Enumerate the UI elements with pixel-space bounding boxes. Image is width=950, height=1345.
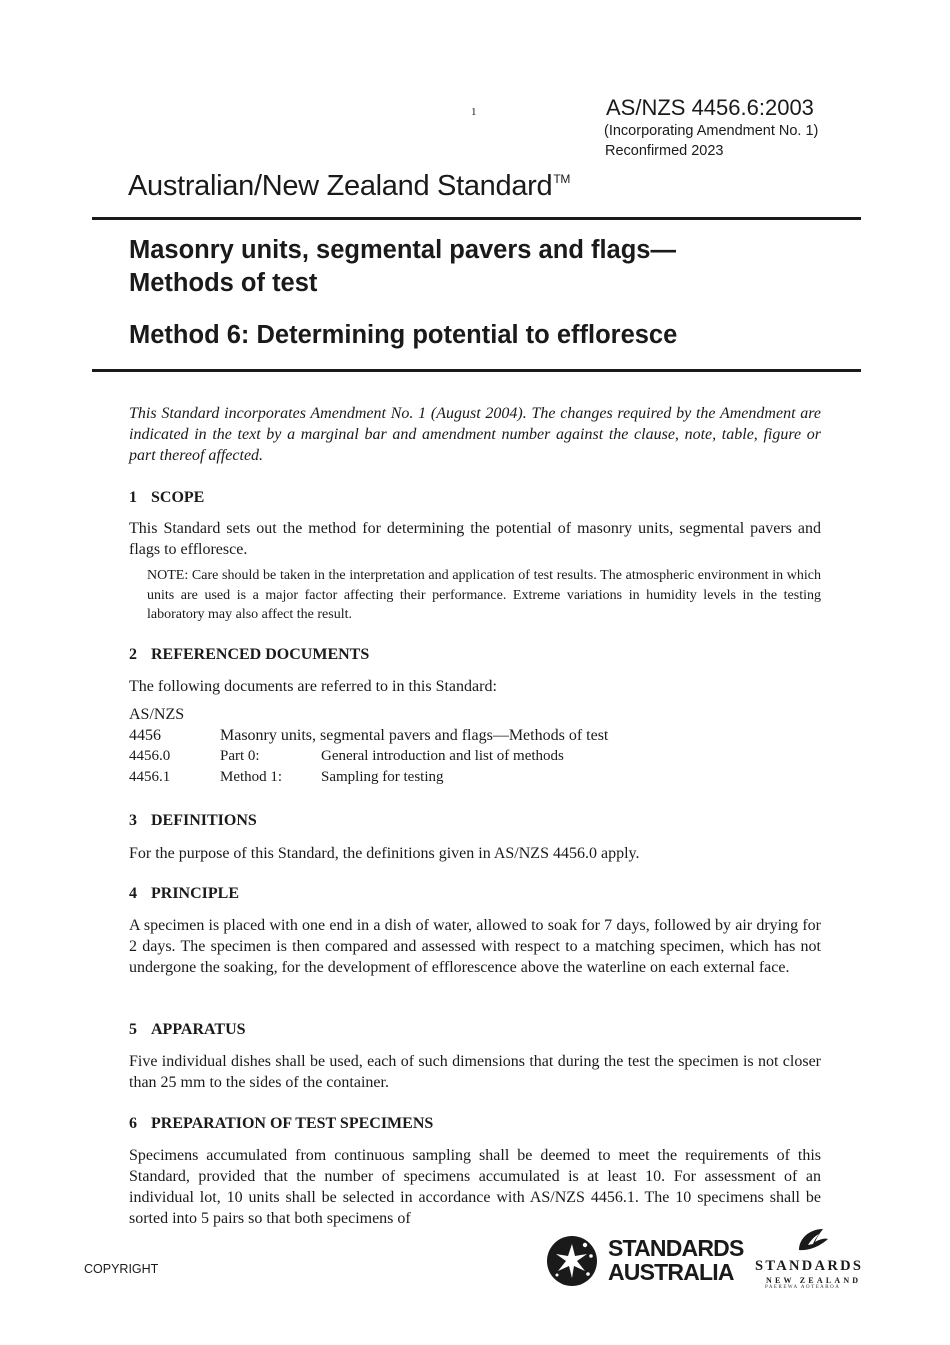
standards-new-zealand-wordmark-2: NEW ZEALAND [766,1276,862,1285]
reference-code: 4456.1 [129,769,171,785]
section-number: 3 [129,812,137,829]
document-title-line1: Masonry units, segmental pavers and flags— [129,236,676,264]
section-heading-preparation [129,1115,433,1133]
amendment-note: This Standard incorporates Amendment No. 1 (August 2004). The changes required by the Amendment are indicated in the text by a marginal bar and amendment number against the clause, note, table, figure or part thereof affected. [129,405,821,464]
standards-new-zealand-wordmark-3: PAEREWA AOTEAROA [765,1285,841,1290]
preparation-text: Specimens accumulated from continuous sampling shall be deemed to meet the requirements of this Standard, provided that the number of specimens accumulated is at least 10. For assessment of an individual lot, 10 units shall be selected in accordance with AS/NZS 4456.1. The 10 specimens shall be sorted into 5 pairs so that both specimens of [129,1147,821,1227]
section-title: DEFINITIONS [151,812,257,829]
section-heading-apparatus [129,1021,246,1039]
reference-part: Method 1: [220,769,283,785]
standards-new-zealand-logo [752,1226,876,1292]
method-title: Method 6: Determining potential to effloresce [129,321,678,349]
section-title: REFERENCED DOCUMENTS [151,646,370,663]
document-title-line2: Methods of test [129,269,318,297]
section-heading-definitions [129,812,257,830]
principle-text: A specimen is placed with one end in a dish of water, allowed to soak for 7 days, followed by air drying for 2 days. The specimen is then compared and assessed with respect to a matching specimen, which has not undergone the soaking, for the development of efflorescence above the waterline on each external face. [129,917,821,976]
reference-title: Sampling for testing [321,769,444,785]
scope-note: NOTE: Care should be taken in the interpretation and application of test results. The atmospheric environment in which units are used is a major factor affecting their performance. Extreme variations in humidity levels in the testing laboratory may also affect the result. [147,568,821,622]
definitions-text: For the purpose of this Standard, the definitions given in AS/NZS 4456.0 apply. [129,845,640,862]
section-title: SCOPE [151,489,205,506]
reference-code: 4456 [129,727,161,744]
section-heading-principle [129,885,239,903]
section-title: PREPARATION OF TEST SPECIMENS [151,1115,434,1132]
references-intro: The following documents are referred to in this Standard: [129,678,497,695]
standard-number: AS/NZS 4456.6:2003 [606,95,814,120]
standards-new-zealand-wordmark-1: STANDARDS [755,1258,864,1274]
apparatus-text: Five individual dishes shall be used, each of such dimensions that during the test the specimen is not closer than 25 mm to the sides of the container. [129,1053,821,1091]
section-title: PRINCIPLE [151,885,240,902]
standards-new-zealand-emblem-icon [796,1226,830,1256]
standards-australia-wordmark-1: STANDARDS [608,1235,744,1261]
page-number: 1 [471,106,477,118]
section-number: 4 [129,885,137,902]
references-prefix: AS/NZS [129,706,185,723]
amendment-status: (Incorporating Amendment No. 1) [604,123,819,139]
trademark-symbol: TM [553,172,571,186]
scope-text: This Standard sets out the method for determining the potential of masonry units, segmental pavers and flags to effloresce. [129,520,821,558]
reference-code: 4456.0 [129,748,171,764]
section-number: 1 [129,489,137,506]
reference-part: Part 0: [220,748,260,764]
standards-australia-emblem-icon [545,1234,603,1288]
section-number: 2 [129,646,137,663]
section-title: APPARATUS [151,1021,246,1038]
section-heading-references [129,646,369,664]
standards-australia-wordmark-2: AUSTRALIA [608,1259,734,1285]
copyright-label: COPYRIGHT [84,1262,159,1276]
bottom-rule [92,369,861,372]
section-number: 5 [129,1021,137,1038]
series-title-text: Australian/New Zealand Standard [128,170,553,202]
section-heading-scope [129,489,204,507]
reference-part: Masonry units, segmental pavers and flags—Methods of test [220,727,609,744]
reconfirmed-status: Reconfirmed 2023 [605,143,724,159]
standards-australia-logo [545,1232,745,1290]
section-number: 6 [129,1115,137,1132]
series-title [128,170,570,203]
top-rule [92,217,861,220]
reference-title: General introduction and list of methods [321,748,564,764]
